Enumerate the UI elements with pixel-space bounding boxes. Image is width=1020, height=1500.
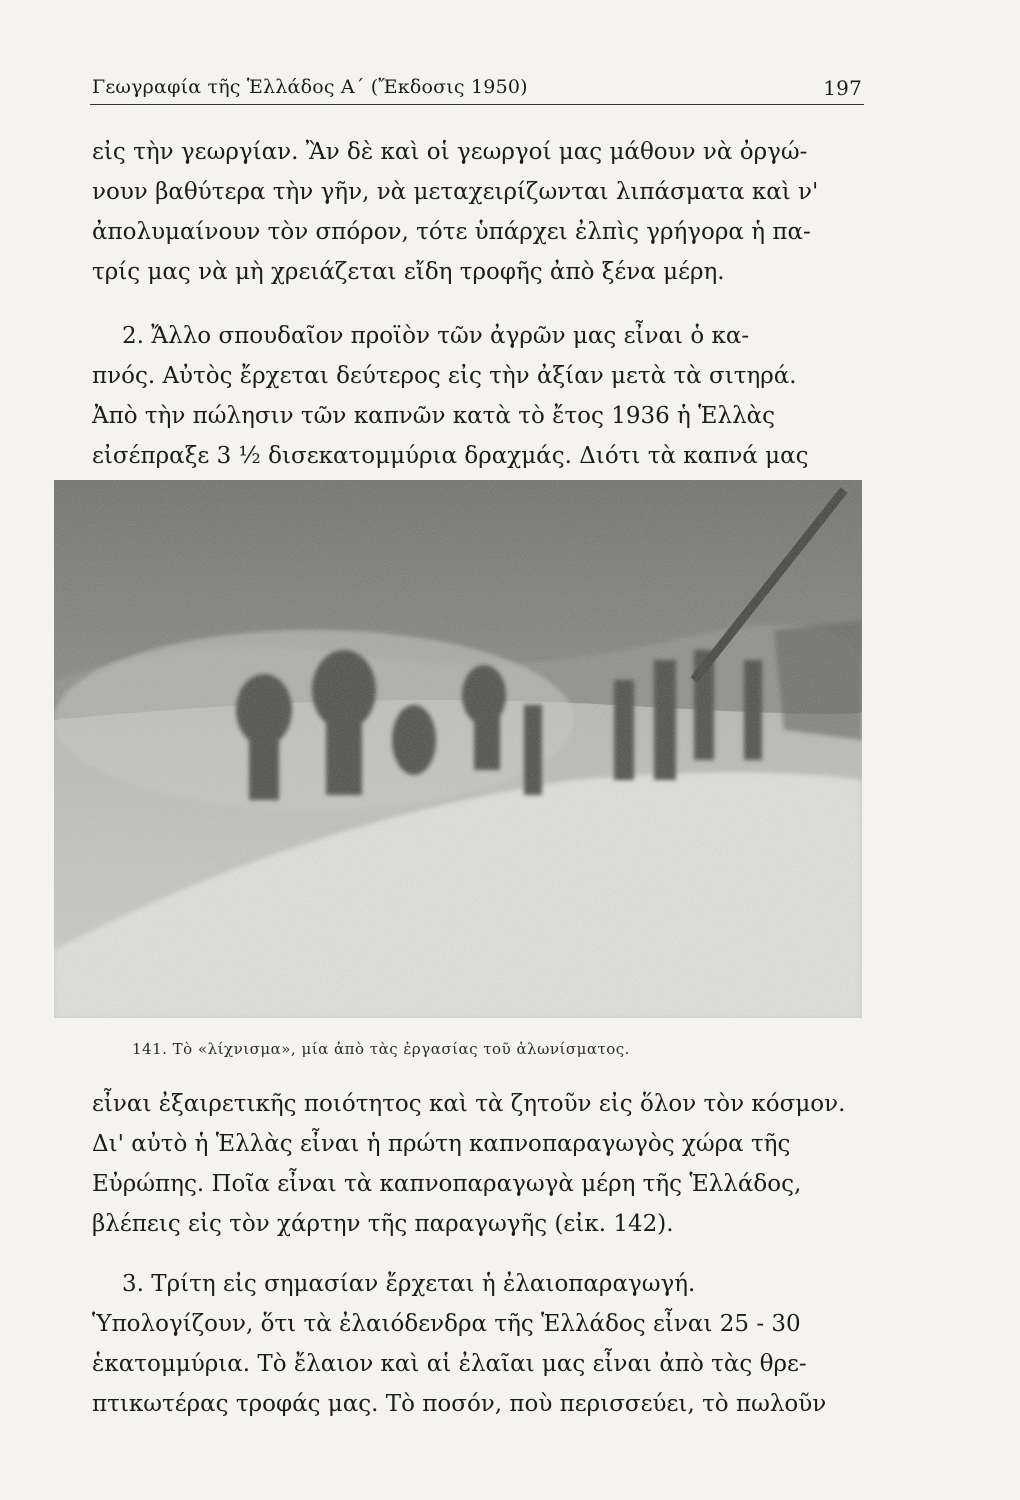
running-head-title: Γεωγραφία τῆς Ἑλλάδος Α΄ (Ἔκδοσις 1950) xyxy=(92,76,528,98)
paragraph-2 xyxy=(92,316,865,476)
figure-caption: 141. Τὸ «λίχνισμα», μία ἀπὸ τὰς ἐργασίας τοῦ ἁλωνίσματος. xyxy=(132,1040,630,1058)
text-line: Ὑπολογίζουν, ὅτι τὰ ἐλαιόδενδρα τῆς Ἑλλάδος εἶναι 25 - 30 xyxy=(92,1311,801,1337)
running-head xyxy=(92,76,862,98)
text-line: εἰς τὴν γεωργίαν. Ἂν δὲ καὶ οἱ γεωργοί μας μάθουν νὰ ὀργώ- xyxy=(92,139,808,165)
text-line: εἰσέπραξε 3 ½ δισεκατομμύρια δραχμάς. Διότι τὰ καπνά μας xyxy=(92,443,809,469)
text-line: 2. Ἄλλο σπουδαῖον προϊὸν τῶν ἀγρῶν μας εἶναι ὁ κα- xyxy=(122,323,750,349)
header-rule xyxy=(90,104,864,105)
text-line: εἶναι ἐξαιρετικῆς ποιότητος καὶ τὰ ζητοῦν εἰς ὅλον τὸν κόσμον. xyxy=(92,1091,846,1117)
text-line: πνός. Αὐτὸς ἔρχεται δεύτερος εἰς τὴν ἀξίαν μετὰ τὰ σιτηρά. xyxy=(92,363,797,389)
paragraph-1 xyxy=(92,132,865,292)
text-line: νουν βαθύτερα τὴν γῆν, νὰ μεταχειρίζωνται λιπάσματα καὶ ν' xyxy=(92,179,819,205)
photo-graphic xyxy=(54,480,862,1018)
page-number: 197 xyxy=(823,76,862,100)
text-line: βλέπεις εἰς τὸν χάρτην τῆς παραγωγῆς (εἰκ. 142). xyxy=(92,1211,674,1237)
text-line: Δι' αὐτὸ ἡ Ἑλλὰς εἶναι ἡ πρώτη καπνοπαραγωγὸς χώρα τῆς xyxy=(92,1131,791,1157)
text-line: 3. Τρίτη εἰς σημασίαν ἔρχεται ἡ ἐλαιοπαραγωγή. xyxy=(122,1271,696,1297)
text-line: ἀπολυμαίνουν τὸν σπόρον, τότε ὑπάρχει ἐλπὶς γρήγορα ἡ πα- xyxy=(92,219,811,245)
text-line: πτικωτέρας τροφάς μας. Τὸ ποσόν, ποὺ περισσεύει, τὸ πωλοῦν xyxy=(92,1391,827,1417)
text-line: ἑκατομμύρια. Τὸ ἔλαιον καὶ αἱ ἐλαῖαι μας εἶναι ἀπὸ τὰς θρε- xyxy=(92,1351,807,1377)
text-line: Εὐρώπης. Ποῖα εἶναι τὰ καπνοπαραγωγὰ μέρη τῆς Ἑλλάδος, xyxy=(92,1171,802,1197)
photo-winnowing xyxy=(54,480,862,1018)
paragraph-3 xyxy=(92,1084,865,1244)
paragraph-4 xyxy=(92,1264,865,1424)
text-line: Ἀπὸ τὴν πώλησιν τῶν καπνῶν κατὰ τὸ ἔτος 1936 ἡ Ἑλλὰς xyxy=(92,403,776,429)
text-line: τρίς μας νὰ μὴ χρειάζεται εἴδη τροφῆς ἀπὸ ξένα μέρη. xyxy=(92,259,725,285)
